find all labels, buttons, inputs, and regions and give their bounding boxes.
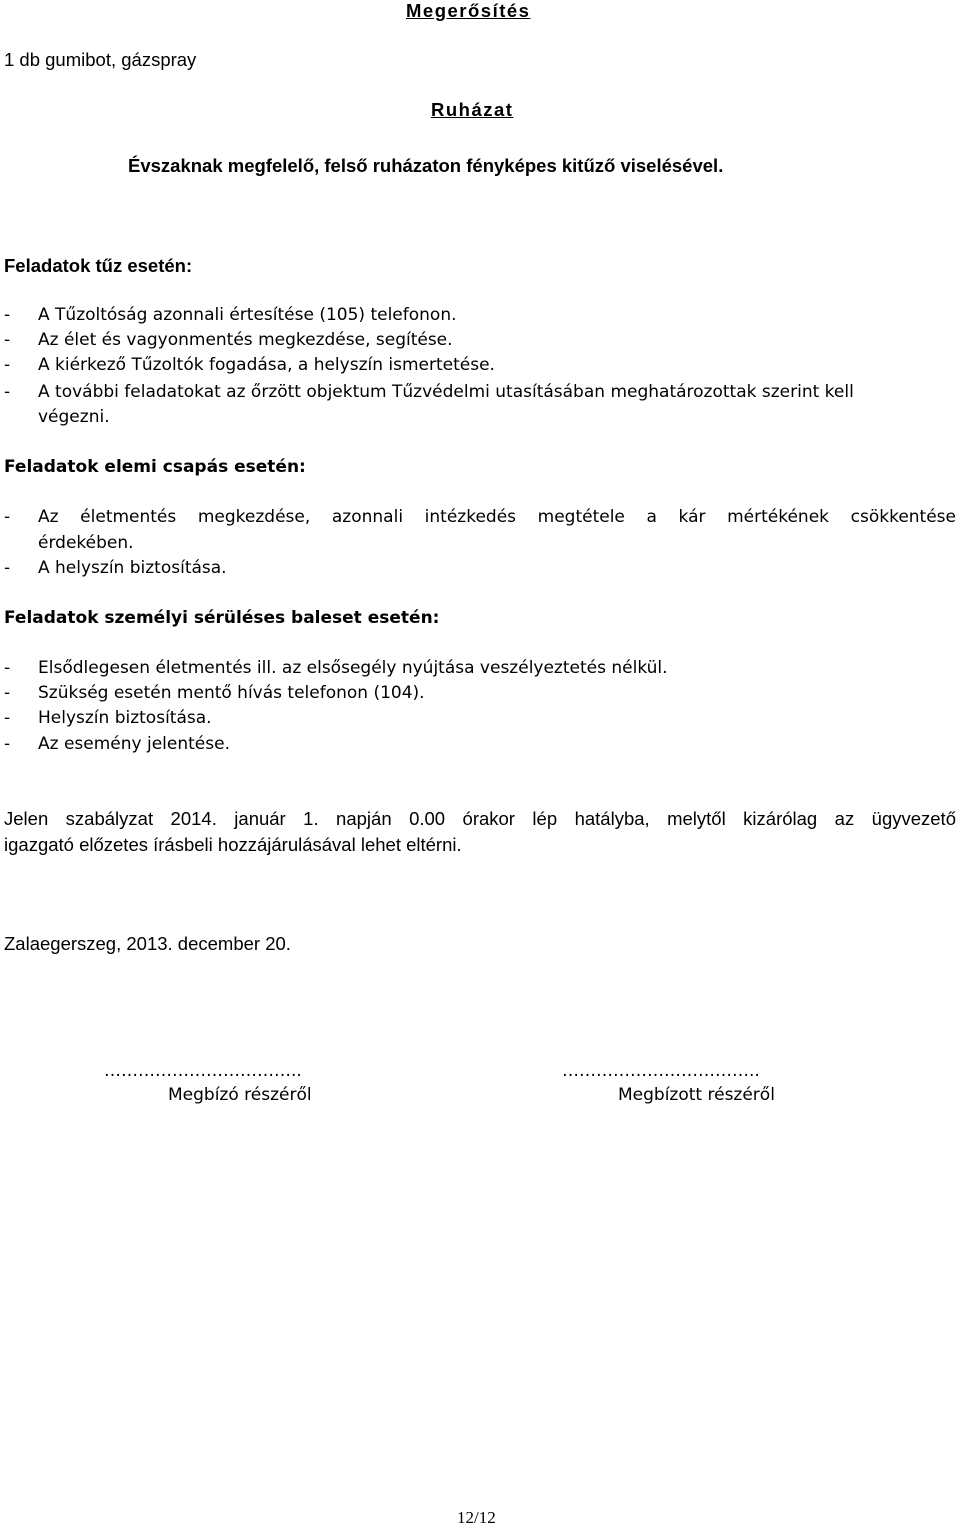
signature-label-left: Megbízó részéről xyxy=(168,1085,312,1105)
signature-line-right: …………………………….. xyxy=(562,1061,760,1081)
list-item: A további feladatokat az őrzött objektum Tűzvédelmi utasításában meghatározottak szerint kell xyxy=(38,382,854,402)
signature-label-right: Megbízott részéről xyxy=(618,1085,775,1105)
ruhazat-text: Évszaknak megfelelő, felső ruházaton fényképes kitűző viselésével. xyxy=(128,155,724,176)
list-item-continuation: végezni. xyxy=(38,407,110,427)
place-date: Zalaegerszeg, 2013. december 20. xyxy=(4,933,291,954)
heading-ruhazat: Ruházat xyxy=(431,99,514,120)
list-item-continuation: érdekében. xyxy=(38,533,134,553)
list-dash: - xyxy=(4,658,11,678)
list-item: Az életmentés megkezdése, azonnali intézkedés megtétele a kár mértékének csökkentése xyxy=(38,507,956,527)
signature-line-left: …………………………….. xyxy=(104,1061,302,1081)
validity-line-1: Jelen szabályzat 2014. január 1. napján 0.00 órakor lép hatályba, melytől kizárólag az ügyvezető xyxy=(4,808,956,829)
list-dash: - xyxy=(4,558,11,578)
list-item: Helyszín biztosítása. xyxy=(38,708,212,728)
list-dash: - xyxy=(4,507,11,527)
list-item: Szükség esetén mentő hívás telefonon (104). xyxy=(38,683,425,703)
list-dash: - xyxy=(4,330,11,350)
list-item: A Tűzoltóság azonnali értesítése (105) telefonon. xyxy=(38,305,457,325)
list-dash: - xyxy=(4,305,11,325)
injury-heading: Feladatok személyi sérüléses baleset esetén: xyxy=(4,608,440,628)
disaster-heading: Feladatok elemi csapás esetén: xyxy=(4,457,306,477)
heading-megerosites: Megerősítés xyxy=(406,0,531,21)
list-dash: - xyxy=(4,708,11,728)
fire-heading: Feladatok tűz esetén: xyxy=(4,255,193,276)
list-item: A kiérkező Tűzoltók fogadása, a helyszín ismertetése. xyxy=(38,355,495,375)
list-item: A helyszín biztosítása. xyxy=(38,558,227,578)
list-item: Az élet és vagyonmentés megkezdése, segítése. xyxy=(38,330,453,350)
page-number: 12/12 xyxy=(457,1508,496,1527)
list-dash: - xyxy=(4,382,11,402)
list-dash: - xyxy=(4,734,11,754)
list-item: Elsődlegesen életmentés ill. az elsősegély nyújtása veszélyeztetés nélkül. xyxy=(38,658,668,678)
equipment-line: 1 db gumibot, gázspray xyxy=(4,49,197,70)
validity-line-2: igazgató előzetes írásbeli hozzájárulásával lehet eltérni. xyxy=(4,834,462,855)
list-dash: - xyxy=(4,683,11,703)
list-item: Az esemény jelentése. xyxy=(38,734,230,754)
list-dash: - xyxy=(4,355,11,375)
